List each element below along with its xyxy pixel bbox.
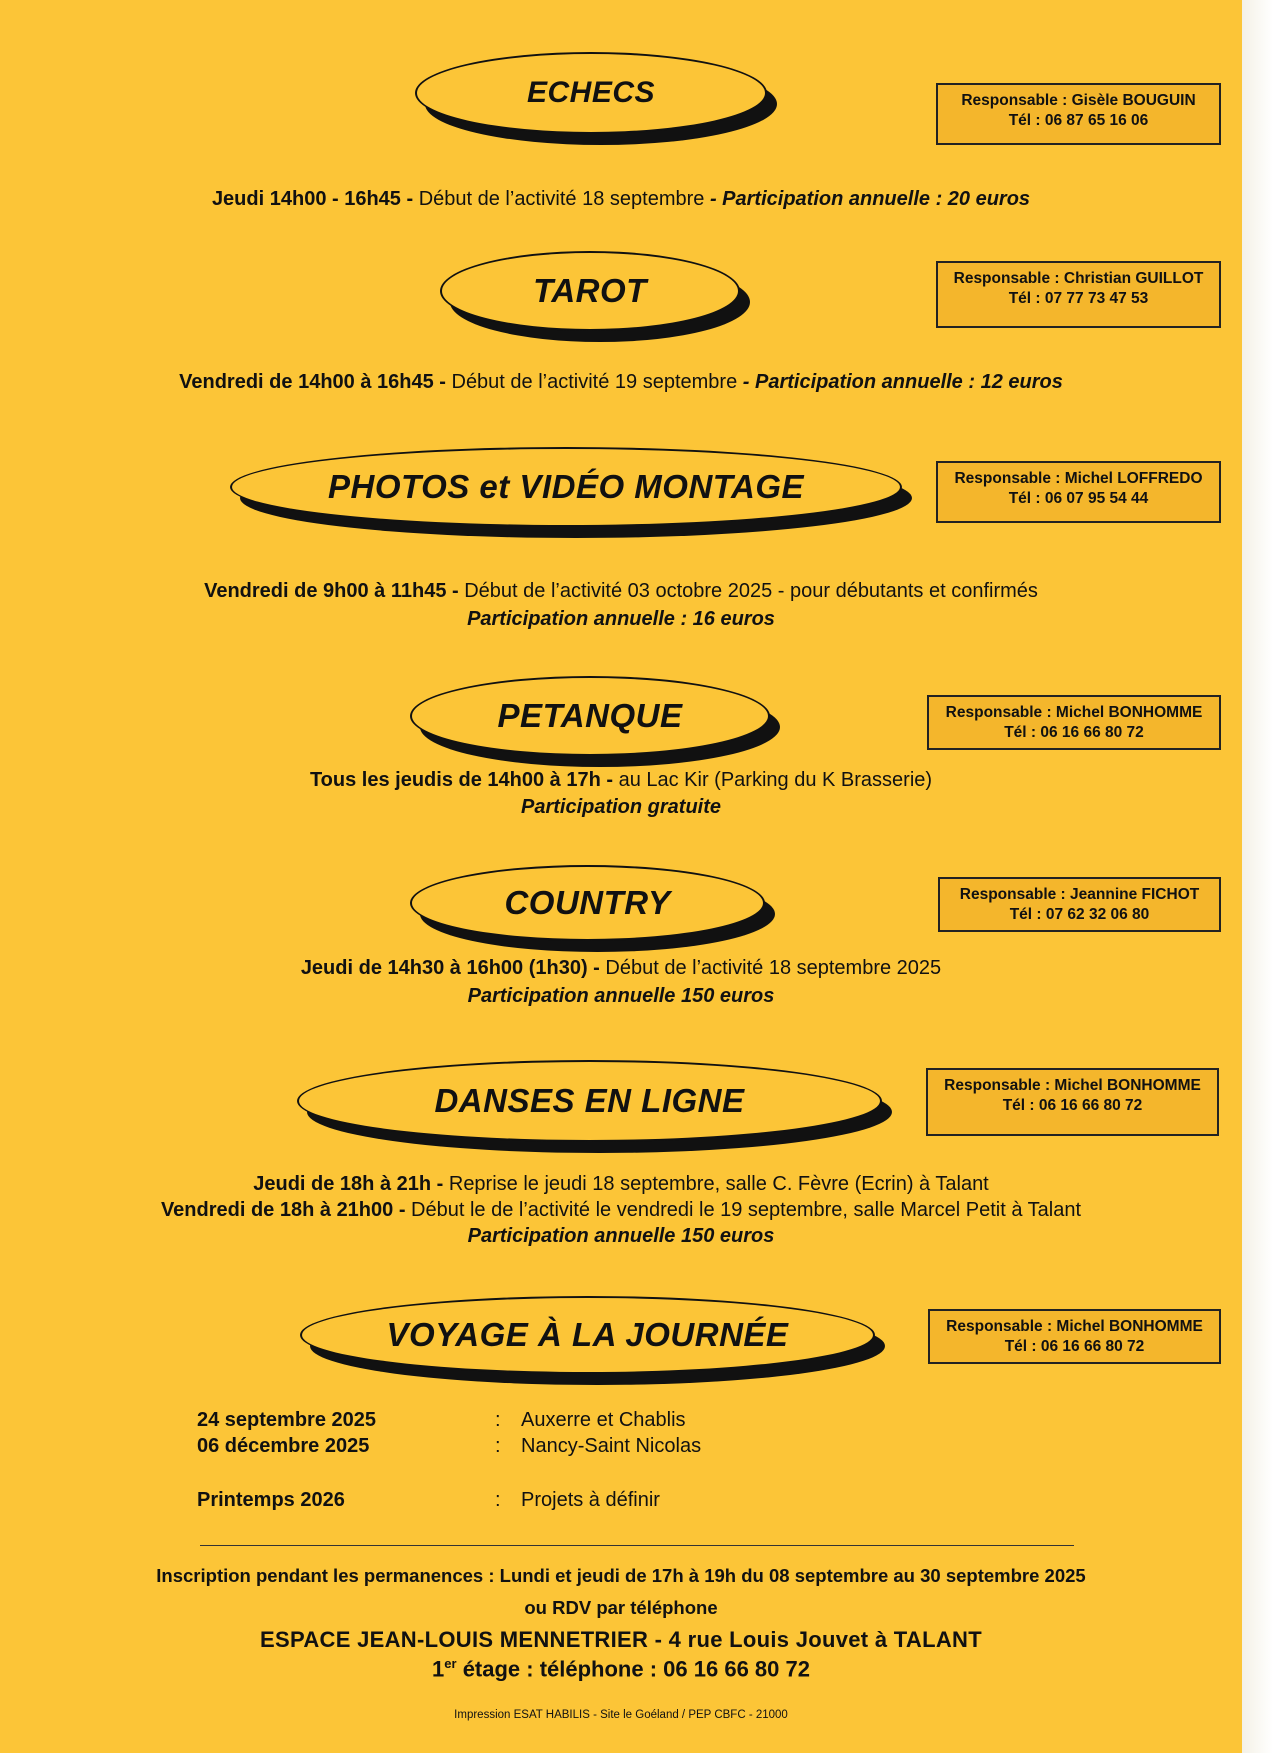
trip-separator: : (495, 1435, 501, 1457)
tarot-title: TAROT (440, 251, 740, 331)
inscription-text: Lundi et jeudi de 17h à 19h du 08 septembre au 30 septembre 2025 (494, 1565, 1086, 1586)
trip-destination: Auxerre et Chablis (521, 1409, 686, 1431)
petanque-start: au Lac Kir (Parking du K Brasserie) (613, 769, 933, 791)
echecs-responsable-tel: Tél : 06 87 65 16 06 (1008, 112, 1149, 129)
photos-responsable-name: Responsable : Michel LOFFREDO (954, 470, 1203, 487)
floor-number: 1 (432, 1656, 445, 1682)
address-line: ESPACE JEAN-LOUIS MENNETRIER - 4 rue Louis Jouvet à TALANT (260, 1627, 982, 1652)
danses-responsable-box (926, 1068, 1219, 1136)
floor-superscript: er (444, 1656, 457, 1671)
danses-start-vendredi: Début le de l’activité le vendredi le 19 septembre, salle Marcel Petit à Talant (405, 1199, 1082, 1221)
photos-info (0, 580, 1242, 603)
petanque-title-oval (410, 676, 770, 756)
country-schedule: Jeudi de 14h30 à 16h00 (1h30) - (300, 957, 600, 979)
petanque-info (0, 769, 1242, 792)
echecs-participation: - Participation annuelle : 20 euros (709, 188, 1031, 210)
tarot-responsable-name: Responsable : Christian GUILLOT (953, 270, 1204, 287)
echecs-title-oval (415, 52, 767, 134)
voyage-responsable-name: Responsable : Michel BONHOMME (946, 1318, 1203, 1335)
photos-title-oval (230, 447, 902, 527)
voyage-responsable-tel: Tél : 06 16 66 80 72 (1004, 1338, 1145, 1355)
tarot-responsable-box (936, 261, 1221, 328)
photos-title: PHOTOS et VIDÉO MONTAGE (230, 447, 902, 527)
photos-participation: Participation annuelle : 16 euros (467, 608, 775, 630)
tarot-info (0, 371, 1242, 394)
country-title-oval (410, 865, 765, 941)
danses-participation: Participation annuelle 150 euros (467, 1225, 775, 1247)
echecs-info (0, 188, 1242, 211)
danses-responsable-name: Responsable : Michel BONHOMME (944, 1077, 1201, 1094)
photos-start: Début de l’activité 03 octobre 2025 - pour débutants et confirmés (458, 580, 1038, 602)
scan-edge (1242, 0, 1273, 1753)
country-responsable-box (938, 877, 1221, 932)
photos-responsable-tel: Tél : 06 07 95 54 44 (1008, 490, 1149, 507)
echecs-title: ECHECS (415, 52, 767, 134)
danses-start-jeudi: Reprise le jeudi 18 septembre, salle C. Fèvre (Ecrin) à Talant (443, 1173, 989, 1195)
danses-schedule-jeudi: Jeudi de 18h à 21h - (253, 1173, 444, 1195)
country-participation: Participation annuelle 150 euros (467, 985, 775, 1007)
danses-schedule-vendredi: Vendredi de 18h à 21h00 - (160, 1199, 406, 1221)
tarot-schedule: Vendredi de 14h00 à 16h45 - (179, 371, 446, 393)
country-responsable-name: Responsable : Jeannine FICHOT (959, 886, 1200, 903)
trip-date: Printemps 2026 (197, 1489, 345, 1511)
echecs-responsable-box (936, 83, 1221, 145)
trip-date: 24 septembre 2025 (197, 1409, 377, 1431)
photos-responsable-box (936, 461, 1221, 523)
tarot-responsable-tel: Tél : 07 77 73 47 53 (1008, 290, 1149, 307)
country-info (0, 957, 1242, 980)
tarot-participation: - Participation annuelle : 12 euros (742, 371, 1063, 393)
photos-schedule: Vendredi de 9h00 à 11h45 - (204, 580, 459, 602)
inscription-label: Inscription pendant les permanences : (156, 1565, 495, 1586)
country-start: Début de l’activité 18 septembre 2025 (599, 957, 942, 979)
voyage-responsable-box (928, 1309, 1221, 1364)
petanque-schedule: Tous les jeudis de 14h00 à 17h - (309, 769, 614, 791)
petanque-responsable-tel: Tél : 06 16 66 80 72 (1004, 724, 1144, 741)
tarot-start: Début de l’activité 19 septembre (445, 371, 743, 393)
petanque-responsable-name: Responsable : Michel BONHOMME (945, 704, 1203, 721)
echecs-schedule: Jeudi 14h00 - 16h45 - (211, 188, 414, 210)
trip-separator: : (495, 1489, 501, 1511)
trip-separator: : (495, 1409, 501, 1431)
echecs-start: Début de l’activité 18 septembre (413, 188, 710, 210)
inscription-line (0, 1565, 1242, 1587)
rdv-line: ou RDV par téléphone (524, 1597, 718, 1618)
petanque-title: PETANQUE (410, 676, 770, 756)
danses-info-vendredi (0, 1199, 1242, 1222)
floor-phone-line (0, 1656, 1242, 1682)
echecs-responsable-name: Responsable : Gisèle BOUGUIN (961, 92, 1196, 109)
divider (200, 1545, 1074, 1546)
voyage-title-oval (300, 1296, 875, 1374)
danses-title: DANSES EN LIGNE (297, 1060, 882, 1142)
danses-responsable-tel: Tél : 06 16 66 80 72 (1002, 1097, 1143, 1114)
trip-destination: Projets à définir (521, 1489, 660, 1511)
danses-title-oval (297, 1060, 882, 1142)
print-credit: Impression ESAT HABILIS - Site le Goéland / PEP CBFC - 21000 (454, 1709, 788, 1721)
country-responsable-tel: Tél : 07 62 32 06 80 (1009, 906, 1150, 923)
petanque-participation: Participation gratuite (520, 796, 722, 818)
floor-phone-text: étage : téléphone : 06 16 66 80 72 (456, 1656, 810, 1682)
tarot-title-oval (440, 251, 740, 331)
petanque-responsable-box (927, 695, 1221, 750)
trip-destination: Nancy-Saint Nicolas (521, 1435, 702, 1457)
voyage-title: VOYAGE À LA JOURNÉE (300, 1296, 875, 1374)
trip-date: 06 décembre 2025 (197, 1435, 370, 1457)
danses-info-jeudi (0, 1173, 1242, 1196)
country-title: COUNTRY (410, 865, 765, 941)
